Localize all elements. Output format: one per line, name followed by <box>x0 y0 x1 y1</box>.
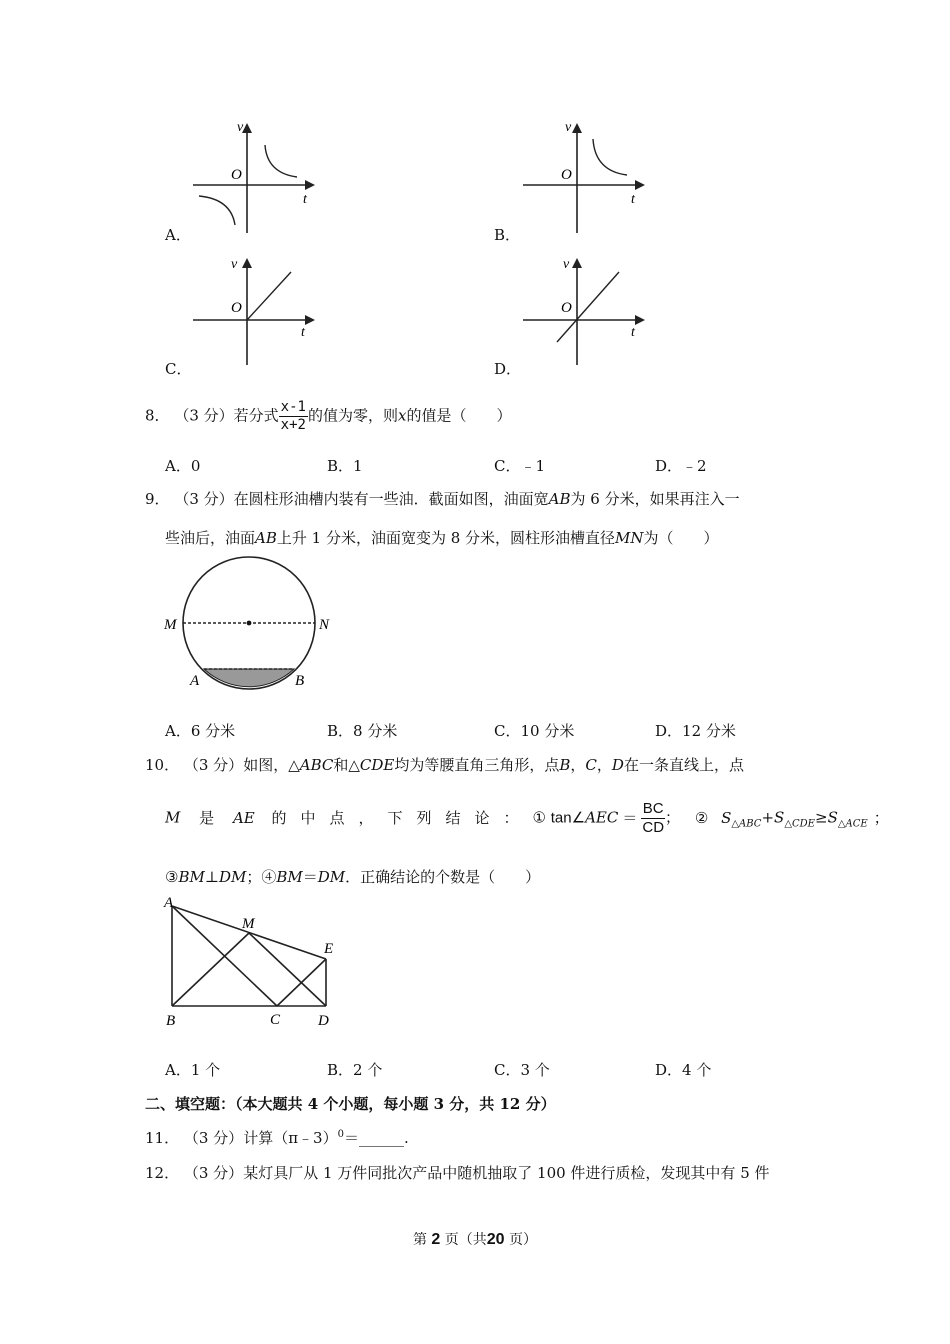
question-number: 11． <box>145 1129 180 1147</box>
point-a-label: A <box>164 895 174 911</box>
v-axis-label: v <box>563 257 570 272</box>
v-axis-label: v <box>231 257 238 272</box>
graph-c-figure <box>185 250 325 370</box>
fraction: $\frac{x-1}{x+2}$ <box>280 399 306 433</box>
v-axis-label: v <box>237 120 244 135</box>
graph-b-figure <box>515 115 655 240</box>
question-10-line-3: ③BM⊥DM；④BM＝DM．正确结论的个数是（ ） <box>165 868 541 886</box>
point-d-label: D <box>318 1013 329 1029</box>
page-number: 2 <box>431 1231 441 1248</box>
question-number: 8． <box>145 406 170 425</box>
q9-option-c[interactable]: C．10 分米 <box>494 722 575 740</box>
question-12: 12． （3 分）某灯具厂从 1 万件同批次产品中随机抽取了 100 件进行质检，发现其中有 5 件 <box>145 1164 770 1182</box>
q9-option-d[interactable]: D．12 分米 <box>655 722 736 740</box>
option-letter[interactable]: D． <box>494 360 522 378</box>
question-number: 12． <box>145 1164 180 1182</box>
fraction: $\frac{BC}{CD}$ <box>642 800 665 836</box>
question-score: （3 分） <box>183 756 244 774</box>
question-score: （3 分） <box>183 1164 244 1182</box>
page-footer: 第 2 页（共20 页） <box>412 1231 538 1248</box>
option-letter[interactable]: C． <box>165 360 192 378</box>
t-axis-label: t <box>631 192 635 207</box>
origin-label: O <box>231 300 242 316</box>
point-n-label: N <box>319 617 330 633</box>
point-e-label: E <box>324 941 334 957</box>
point-m-label: M <box>242 916 255 932</box>
graph-d-figure <box>515 250 655 370</box>
q10-option-b[interactable]: B．2 个 <box>327 1061 383 1079</box>
point-m-label: M <box>164 617 177 633</box>
q8-option-d[interactable]: D．﹣2 <box>655 457 707 475</box>
t-axis-label: t <box>301 325 305 340</box>
oil-tank-figure <box>158 550 343 695</box>
q10-option-d[interactable]: D．4 个 <box>655 1061 712 1079</box>
question-10-line-2: M 是 AE 的中点，下列结论：① tan∠AEC ＝ $\frac{BC}{CD}$ ； ② $S_{\triangle ABC}+S_{\triangle CDE}\ge S_{\triangle ACE}$ ； <box>165 800 889 836</box>
question-9-line-1: 9． （3 分）在圆柱形油槽内装有一些油．截面如图，油面宽AB为 6 分米，如果再注入一 <box>145 490 740 508</box>
origin-label: O <box>231 167 242 183</box>
question-10-line-1: 10． （3 分）如图，△ABC和△CDE均为等腰直角三角形，点B，C，D在一条直线上，点 <box>145 756 744 774</box>
q8-option-c[interactable]: C．﹣1 <box>494 457 546 475</box>
q9-option-b[interactable]: B．8 分米 <box>327 722 398 740</box>
q8-option-b[interactable]: B．1 <box>327 457 363 475</box>
option-letter[interactable]: A． <box>165 226 191 244</box>
question-score: （3 分） <box>174 406 234 425</box>
q10-option-c[interactable]: C．3 个 <box>494 1061 550 1079</box>
t-axis-label: t <box>303 192 307 207</box>
q10-option-a[interactable]: A．1 个 <box>165 1061 221 1079</box>
question-11: 11． （3 分）计算（π﹣3）$^0$＝______. <box>145 1129 409 1147</box>
section-heading: 二、填空题：（本大题共 4 个小题，每小题 3 分，共 12 分） <box>145 1095 556 1113</box>
question-8: 8． （3 分）若分式 $\frac{x-1}{x+2}$ 的值为零，则x的值是（ ） <box>145 399 512 433</box>
q9-option-a[interactable]: A．6 分米 <box>165 722 236 740</box>
point-c-label: C <box>270 1012 281 1028</box>
triangle-figure <box>160 893 350 1033</box>
origin-label: O <box>561 167 572 183</box>
t-axis-label: t <box>631 325 635 340</box>
question-number: 10． <box>145 756 180 774</box>
question-score: （3 分） <box>183 1129 244 1147</box>
option-letter[interactable]: B． <box>494 226 521 244</box>
question-number: 9． <box>145 490 170 508</box>
question-9-line-2: 些油后，油面AB上升 1 分米，油面宽变为 8 分米，圆柱形油槽直径MN为（ ） <box>165 529 719 547</box>
v-axis-label: v <box>565 120 572 135</box>
point-b-label: B <box>295 673 305 689</box>
total-pages: 20 <box>486 1231 505 1248</box>
point-b-label: B <box>166 1013 176 1029</box>
graph-a-figure <box>185 115 325 240</box>
origin-label: O <box>561 300 572 316</box>
point-a-label: A <box>190 673 200 689</box>
question-score: （3 分） <box>174 490 234 508</box>
q8-option-a[interactable]: A．0 <box>165 457 201 475</box>
